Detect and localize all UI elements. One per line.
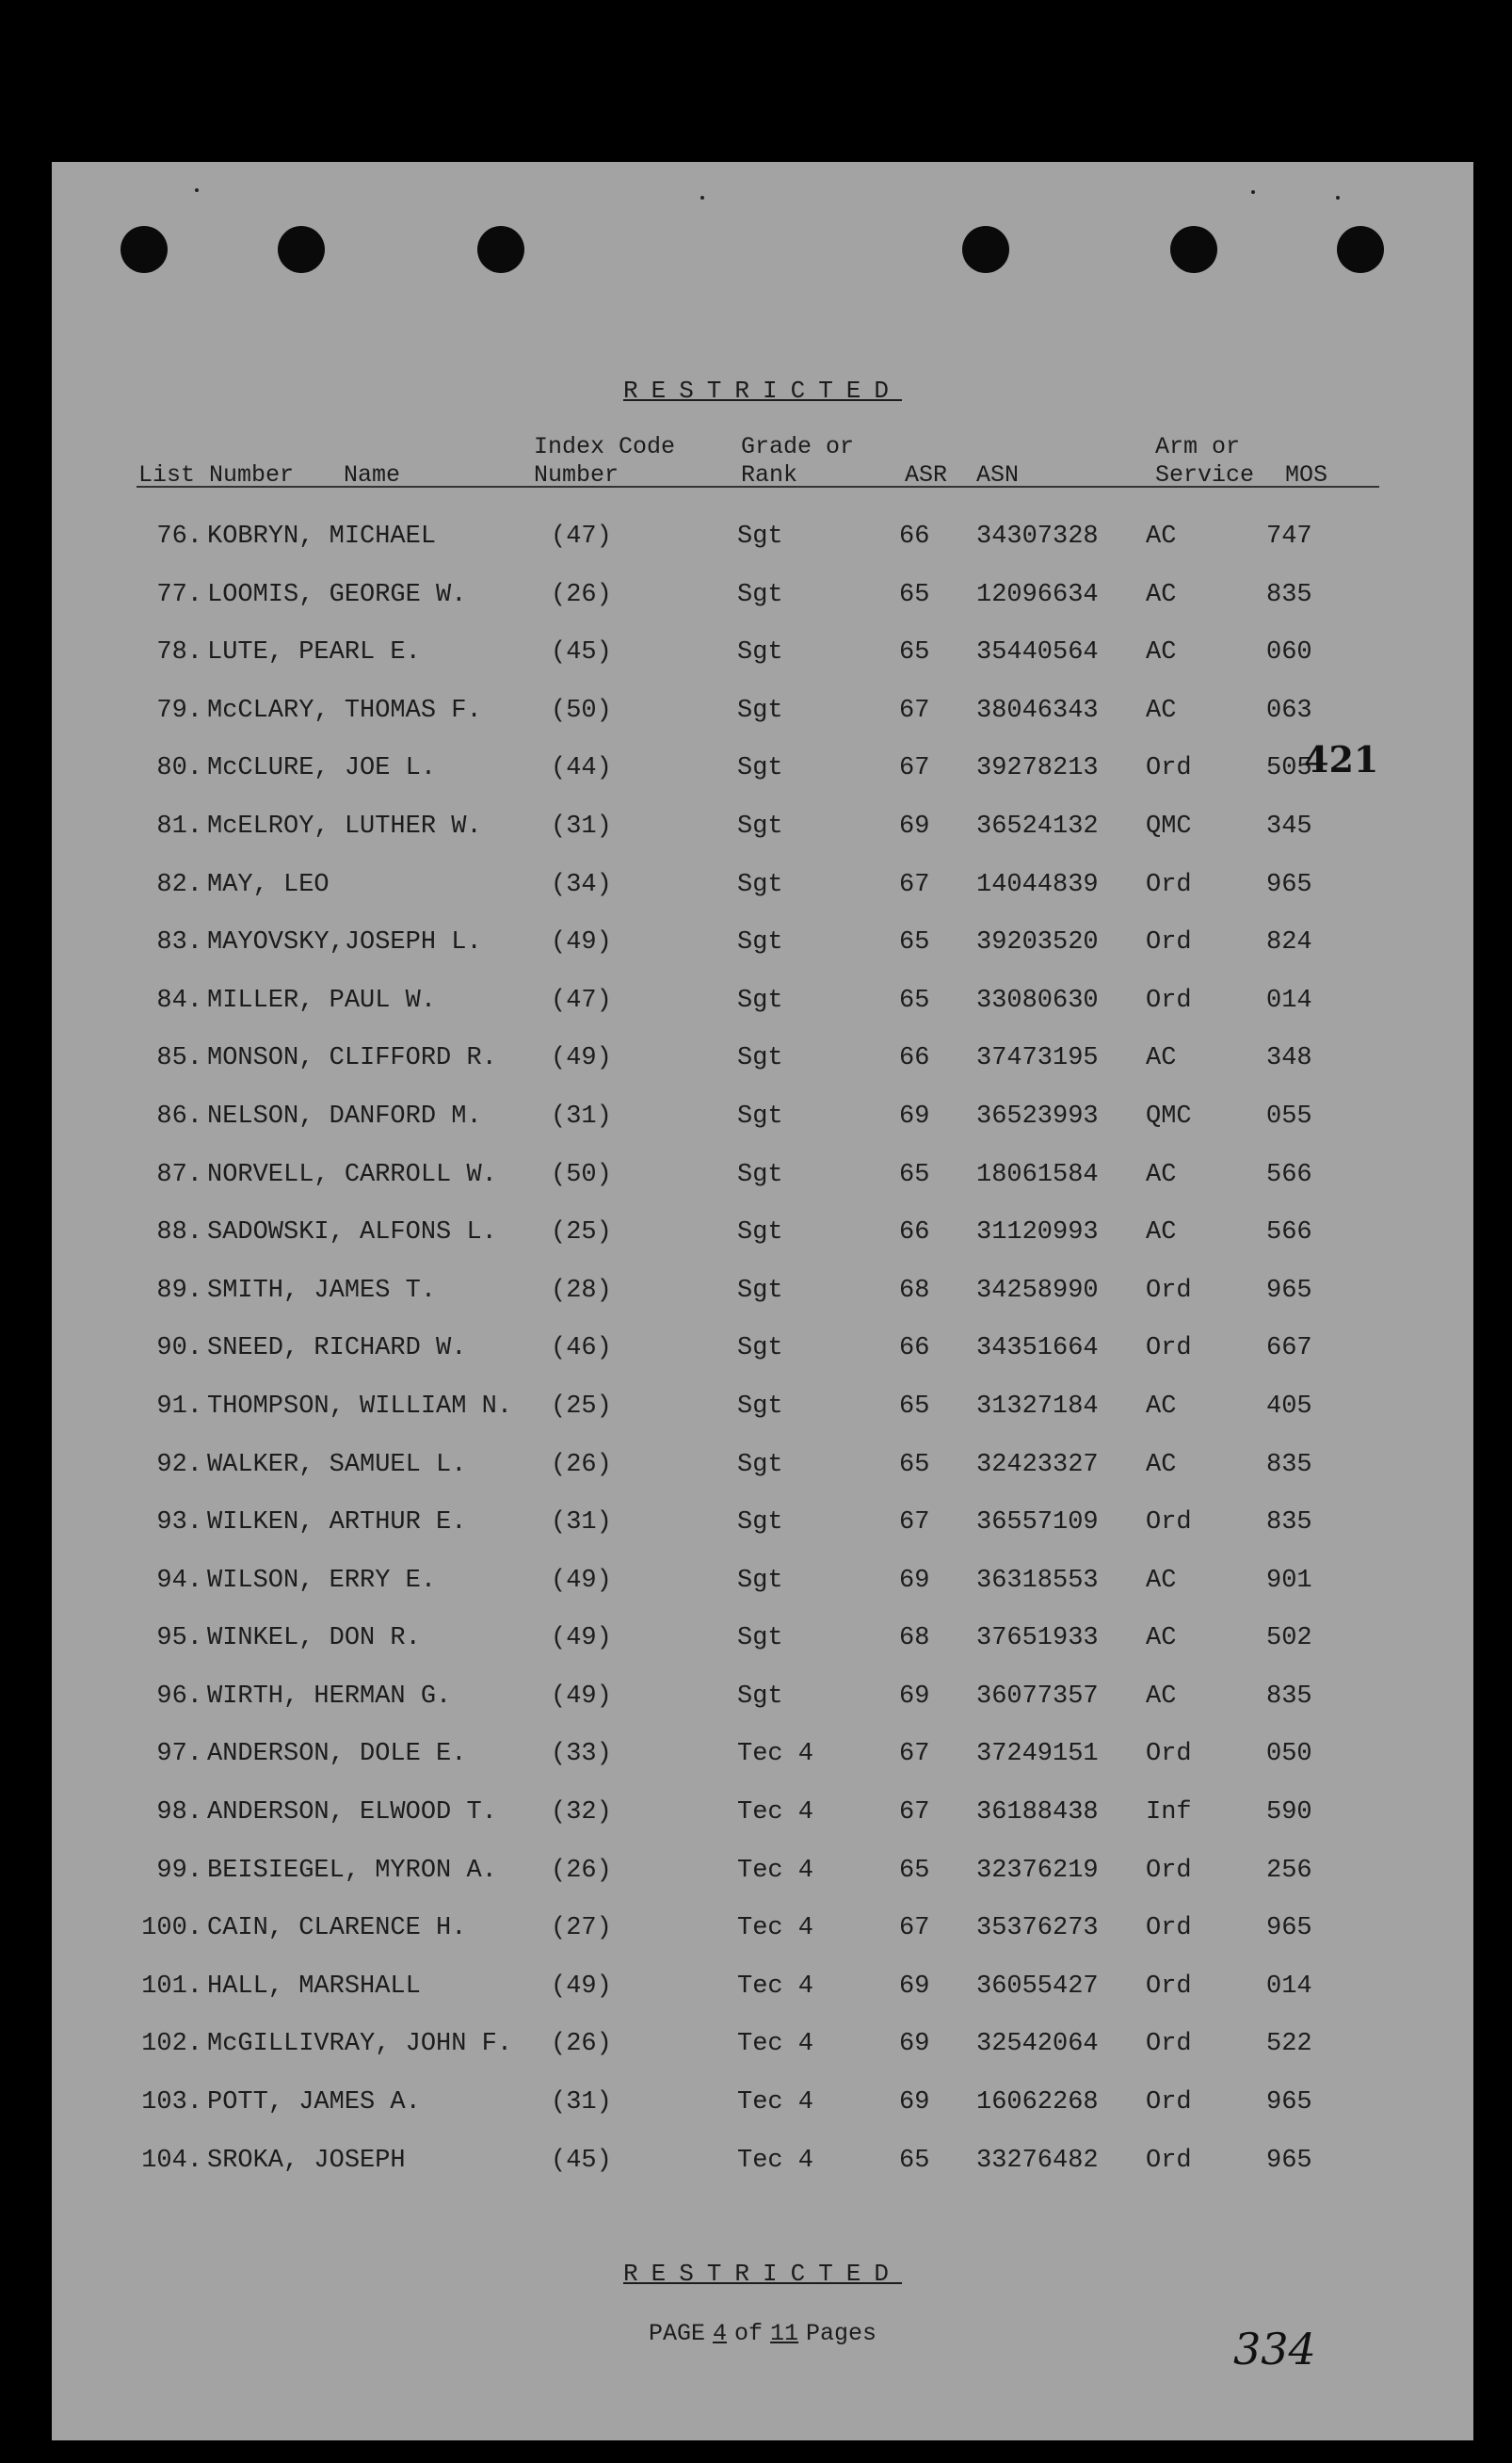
asr: 65 bbox=[899, 1160, 930, 1189]
col-header-index-line2: Number bbox=[534, 461, 619, 489]
grade: Sgt bbox=[737, 1218, 783, 1248]
arm-service: Ord bbox=[1146, 1508, 1192, 1537]
name: CAIN, CLARENCE H. bbox=[207, 1914, 467, 1943]
table-row bbox=[52, 1553, 1473, 1611]
name: HALL, MARSHALL bbox=[207, 1972, 421, 2001]
index-code: (26) bbox=[551, 2030, 612, 2059]
mos: 256 bbox=[1266, 1856, 1312, 1885]
arm-service: Ord bbox=[1146, 2030, 1192, 2059]
index-code: (31) bbox=[551, 1508, 612, 1537]
arm-service: AC bbox=[1146, 523, 1177, 551]
personnel-table bbox=[52, 508, 1473, 2190]
asn: 36055427 bbox=[976, 1972, 1099, 2001]
arm-service: Ord bbox=[1146, 1334, 1192, 1363]
arm-service: AC bbox=[1146, 1450, 1177, 1479]
mos: 348 bbox=[1266, 1044, 1312, 1073]
asr: 65 bbox=[899, 580, 930, 609]
asn: 36523993 bbox=[976, 1102, 1099, 1131]
name: McCLARY, THOMAS F. bbox=[207, 696, 482, 725]
asn: 36524132 bbox=[976, 812, 1099, 841]
dust-speck bbox=[1251, 190, 1255, 194]
asr: 65 bbox=[899, 1450, 930, 1479]
handwritten-number: 334 bbox=[1233, 2324, 1316, 2374]
arm-service: Ord bbox=[1146, 2088, 1192, 2117]
arm-service: Ord bbox=[1146, 1740, 1192, 1769]
mos: 502 bbox=[1266, 1624, 1312, 1653]
grade: Sgt bbox=[737, 1276, 783, 1305]
asn: 37249151 bbox=[976, 1740, 1099, 1769]
asr: 67 bbox=[899, 1740, 930, 1769]
list-number: 76. bbox=[156, 523, 202, 551]
grade: Sgt bbox=[737, 1450, 783, 1479]
asn: 34351664 bbox=[976, 1334, 1099, 1363]
arm-service: Ord bbox=[1146, 1276, 1192, 1305]
name: LOOMIS, GEORGE W. bbox=[207, 580, 467, 609]
grade: Sgt bbox=[737, 1508, 783, 1537]
asn: 35376273 bbox=[976, 1914, 1099, 1943]
index-code: (50) bbox=[551, 1160, 612, 1189]
name: WIRTH, HERMAN G. bbox=[207, 1682, 452, 1711]
list-number: 80. bbox=[156, 754, 202, 783]
asr: 69 bbox=[899, 1972, 930, 2001]
grade: Sgt bbox=[737, 1624, 783, 1653]
grade: Sgt bbox=[737, 754, 783, 783]
col-header-grade-line2: Rank bbox=[741, 461, 798, 489]
list-number: 87. bbox=[156, 1160, 202, 1189]
asr: 65 bbox=[899, 986, 930, 1015]
asn: 14044839 bbox=[976, 870, 1099, 899]
table-row bbox=[52, 1610, 1473, 1668]
index-code: (32) bbox=[551, 1798, 612, 1827]
table-row bbox=[52, 1900, 1473, 1958]
grade: Sgt bbox=[737, 696, 783, 725]
index-code: (49) bbox=[551, 928, 612, 958]
table-row bbox=[52, 1437, 1473, 1495]
col-header-arm-line2: Service bbox=[1155, 461, 1255, 489]
list-number: 91. bbox=[156, 1392, 202, 1421]
dust-speck bbox=[700, 196, 704, 200]
name: ANDERSON, DOLE E. bbox=[207, 1740, 467, 1769]
name: KOBRYN, MICHAEL bbox=[207, 523, 437, 551]
index-code: (26) bbox=[551, 1856, 612, 1885]
arm-service: Ord bbox=[1146, 870, 1192, 899]
mos: 965 bbox=[1266, 870, 1312, 899]
arm-service: AC bbox=[1146, 1392, 1177, 1421]
name: MILLER, PAUL W. bbox=[207, 986, 437, 1015]
mos: 050 bbox=[1266, 1740, 1312, 1769]
arm-service: AC bbox=[1146, 696, 1177, 725]
name: SADOWSKI, ALFONS L. bbox=[207, 1218, 497, 1248]
col-header-list-number: List Number bbox=[138, 461, 295, 489]
asn: 36318553 bbox=[976, 1566, 1099, 1595]
grade: Tec 4 bbox=[737, 2088, 814, 2117]
list-number: 82. bbox=[156, 870, 202, 899]
name: ANDERSON, ELWOOD T. bbox=[207, 1798, 497, 1827]
table-row bbox=[52, 1726, 1473, 1784]
grade: Sgt bbox=[737, 638, 783, 668]
asn: 37473195 bbox=[976, 1044, 1099, 1073]
list-number: 83. bbox=[156, 928, 202, 958]
mos: 345 bbox=[1266, 812, 1312, 841]
table-row bbox=[52, 683, 1473, 741]
restricted-footer: RESTRICTED bbox=[622, 2260, 903, 2288]
list-number: 84. bbox=[156, 986, 202, 1015]
index-code: (28) bbox=[551, 1276, 612, 1305]
list-number: 96. bbox=[156, 1682, 202, 1711]
asr: 68 bbox=[899, 1276, 930, 1305]
grade: Sgt bbox=[737, 1044, 783, 1073]
index-code: (47) bbox=[551, 523, 612, 551]
asn: 31120993 bbox=[976, 1218, 1099, 1248]
stamped-page-number: 421 bbox=[1304, 738, 1379, 781]
index-code: (49) bbox=[551, 1682, 612, 1711]
col-header-asn: ASN bbox=[976, 461, 1020, 489]
index-code: (50) bbox=[551, 696, 612, 725]
mos: 747 bbox=[1266, 523, 1312, 551]
table-row bbox=[52, 1378, 1473, 1437]
asn: 32376219 bbox=[976, 1856, 1099, 1885]
asr: 66 bbox=[899, 1334, 930, 1363]
name: WILSON, ERRY E. bbox=[207, 1566, 437, 1595]
col-header-arm-line1: Arm or bbox=[1155, 433, 1241, 460]
header-underline bbox=[137, 486, 1379, 488]
restricted-header: RESTRICTED bbox=[622, 377, 903, 405]
index-code: (33) bbox=[551, 1740, 612, 1769]
asr: 67 bbox=[899, 696, 930, 725]
name: THOMPSON, WILLIAM N. bbox=[207, 1392, 513, 1421]
index-code: (44) bbox=[551, 754, 612, 783]
list-number: 86. bbox=[156, 1102, 202, 1131]
col-header-asr: ASR bbox=[905, 461, 948, 489]
table-row bbox=[52, 1204, 1473, 1263]
table-row bbox=[52, 1784, 1473, 1843]
name: WILKEN, ARTHUR E. bbox=[207, 1508, 467, 1537]
mos: 835 bbox=[1266, 1450, 1312, 1479]
asr: 69 bbox=[899, 2030, 930, 2059]
asr: 68 bbox=[899, 1624, 930, 1653]
grade: Tec 4 bbox=[737, 1798, 814, 1827]
list-number: 81. bbox=[156, 812, 202, 841]
name: NORVELL, CARROLL W. bbox=[207, 1160, 497, 1189]
mos: 566 bbox=[1266, 1160, 1312, 1189]
arm-service: AC bbox=[1146, 1044, 1177, 1073]
index-code: (45) bbox=[551, 638, 612, 668]
table-row bbox=[52, 1843, 1473, 1901]
index-code: (45) bbox=[551, 2146, 612, 2175]
index-code: (26) bbox=[551, 580, 612, 609]
name: NELSON, DANFORD M. bbox=[207, 1102, 482, 1131]
mos: 060 bbox=[1266, 638, 1312, 668]
index-code: (31) bbox=[551, 2088, 612, 2117]
mos: 835 bbox=[1266, 1508, 1312, 1537]
page-total: 11 bbox=[770, 2320, 799, 2347]
grade: Sgt bbox=[737, 1102, 783, 1131]
list-number: 95. bbox=[156, 1624, 202, 1653]
mos: 965 bbox=[1266, 2088, 1312, 2117]
punch-hole bbox=[962, 226, 1009, 273]
grade: Sgt bbox=[737, 986, 783, 1015]
name: McCLURE, JOE L. bbox=[207, 754, 437, 783]
name: McGILLIVRAY, JOHN F. bbox=[207, 2030, 513, 2059]
name: WALKER, SAMUEL L. bbox=[207, 1450, 467, 1479]
arm-service: Ord bbox=[1146, 986, 1192, 1015]
grade: Tec 4 bbox=[737, 2146, 814, 2175]
list-number: 92. bbox=[156, 1450, 202, 1479]
col-header-name: Name bbox=[344, 461, 401, 489]
col-header-index-line1: Index Code bbox=[534, 433, 676, 460]
list-number: 94. bbox=[156, 1566, 202, 1595]
name: SROKA, JOSEPH bbox=[207, 2146, 406, 2175]
list-number: 98. bbox=[156, 1798, 202, 1827]
list-number: 89. bbox=[156, 1276, 202, 1305]
col-header-grade-line1: Grade or bbox=[741, 433, 855, 460]
grade: Sgt bbox=[737, 870, 783, 899]
mos: 901 bbox=[1266, 1566, 1312, 1595]
table-row bbox=[52, 1320, 1473, 1378]
name: McELROY, LUTHER W. bbox=[207, 812, 482, 841]
asr: 66 bbox=[899, 1218, 930, 1248]
grade: Sgt bbox=[737, 1160, 783, 1189]
asr: 67 bbox=[899, 1798, 930, 1827]
asr: 69 bbox=[899, 2088, 930, 2117]
asr: 66 bbox=[899, 523, 930, 551]
table-row bbox=[52, 1263, 1473, 1321]
asr: 69 bbox=[899, 812, 930, 841]
list-number: 102. bbox=[141, 2030, 202, 2059]
asn: 33276482 bbox=[976, 2146, 1099, 2175]
grade: Sgt bbox=[737, 812, 783, 841]
grade: Tec 4 bbox=[737, 1856, 814, 1885]
list-number: 90. bbox=[156, 1334, 202, 1363]
list-number: 101. bbox=[141, 1972, 202, 2001]
index-code: (46) bbox=[551, 1334, 612, 1363]
table-row bbox=[52, 973, 1473, 1031]
asr: 69 bbox=[899, 1102, 930, 1131]
name: MAYOVSKY,JOSEPH L. bbox=[207, 928, 482, 958]
page-current: 4 bbox=[712, 2320, 727, 2347]
mos: 014 bbox=[1266, 986, 1312, 1015]
asn: 38046343 bbox=[976, 696, 1099, 725]
table-row bbox=[52, 624, 1473, 683]
arm-service: AC bbox=[1146, 1160, 1177, 1189]
name: MAY, LEO bbox=[207, 870, 330, 899]
table-row bbox=[52, 1668, 1473, 1727]
asn: 33080630 bbox=[976, 986, 1099, 1015]
table-row bbox=[52, 1494, 1473, 1553]
asr: 69 bbox=[899, 1682, 930, 1711]
mos: 505 bbox=[1266, 754, 1312, 783]
index-code: (31) bbox=[551, 812, 612, 841]
asr: 65 bbox=[899, 2146, 930, 2175]
name: WINKEL, DON R. bbox=[207, 1624, 421, 1653]
index-code: (31) bbox=[551, 1102, 612, 1131]
grade: Tec 4 bbox=[737, 1740, 814, 1769]
asn: 39203520 bbox=[976, 928, 1099, 958]
dust-speck bbox=[195, 188, 199, 192]
arm-service: Ord bbox=[1146, 1972, 1192, 2001]
asn: 36077357 bbox=[976, 1682, 1099, 1711]
table-row bbox=[52, 740, 1473, 798]
grade: Sgt bbox=[737, 1682, 783, 1711]
mos: 566 bbox=[1266, 1218, 1312, 1248]
arm-service: Ord bbox=[1146, 1856, 1192, 1885]
mos: 965 bbox=[1266, 1914, 1312, 1943]
list-number: 85. bbox=[156, 1044, 202, 1073]
asn: 35440564 bbox=[976, 638, 1099, 668]
arm-service: AC bbox=[1146, 580, 1177, 609]
asn: 36188438 bbox=[976, 1798, 1099, 1827]
grade: Sgt bbox=[737, 580, 783, 609]
asr: 65 bbox=[899, 1392, 930, 1421]
table-row bbox=[52, 798, 1473, 857]
asr: 65 bbox=[899, 928, 930, 958]
grade: Sgt bbox=[737, 1392, 783, 1421]
list-number: 79. bbox=[156, 696, 202, 725]
index-code: (26) bbox=[551, 1450, 612, 1479]
index-code: (49) bbox=[551, 1566, 612, 1595]
index-code: (49) bbox=[551, 1044, 612, 1073]
table-row bbox=[52, 857, 1473, 915]
list-number: 103. bbox=[141, 2088, 202, 2117]
mos: 590 bbox=[1266, 1798, 1312, 1827]
asn: 39278213 bbox=[976, 754, 1099, 783]
punch-hole bbox=[121, 226, 168, 273]
mos: 965 bbox=[1266, 2146, 1312, 2175]
arm-service: Ord bbox=[1146, 754, 1192, 783]
arm-service: Ord bbox=[1146, 1914, 1192, 1943]
page-of: of bbox=[733, 2320, 763, 2347]
arm-service: AC bbox=[1146, 1624, 1177, 1653]
name: SNEED, RICHARD W. bbox=[207, 1334, 467, 1363]
punch-hole bbox=[477, 226, 524, 273]
asn: 31327184 bbox=[976, 1392, 1099, 1421]
index-code: (34) bbox=[551, 870, 612, 899]
asr: 67 bbox=[899, 870, 930, 899]
mos: 835 bbox=[1266, 1682, 1312, 1711]
arm-service: AC bbox=[1146, 1682, 1177, 1711]
list-number: 77. bbox=[156, 580, 202, 609]
name: BEISIEGEL, MYRON A. bbox=[207, 1856, 497, 1885]
arm-service: AC bbox=[1146, 1218, 1177, 1248]
mos: 405 bbox=[1266, 1392, 1312, 1421]
table-row bbox=[52, 567, 1473, 625]
mos: 522 bbox=[1266, 2030, 1312, 2059]
grade: Sgt bbox=[737, 523, 783, 551]
mos: 063 bbox=[1266, 696, 1312, 725]
name: MONSON, CLIFFORD R. bbox=[207, 1044, 497, 1073]
mos: 835 bbox=[1266, 580, 1312, 609]
grade: Sgt bbox=[737, 1334, 783, 1363]
list-number: 104. bbox=[141, 2146, 202, 2175]
asr: 65 bbox=[899, 1856, 930, 1885]
table-row bbox=[52, 914, 1473, 973]
index-code: (49) bbox=[551, 1624, 612, 1653]
dust-speck bbox=[1336, 196, 1340, 200]
table-row bbox=[52, 1030, 1473, 1088]
table-row bbox=[52, 2016, 1473, 2074]
punch-hole bbox=[278, 226, 325, 273]
page-suffix: Pages bbox=[806, 2320, 877, 2347]
table-row bbox=[52, 508, 1473, 567]
list-number: 88. bbox=[156, 1218, 202, 1248]
asr: 67 bbox=[899, 754, 930, 783]
name: POTT, JAMES A. bbox=[207, 2088, 421, 2117]
asn: 12096634 bbox=[976, 580, 1099, 609]
list-number: 100. bbox=[141, 1914, 202, 1943]
mos: 965 bbox=[1266, 1276, 1312, 1305]
table-row bbox=[52, 2133, 1473, 2191]
arm-service: Inf bbox=[1146, 1798, 1192, 1827]
asn: 32542064 bbox=[976, 2030, 1099, 2059]
asn: 18061584 bbox=[976, 1160, 1099, 1189]
arm-service: AC bbox=[1146, 1566, 1177, 1595]
document-page bbox=[52, 162, 1473, 2440]
arm-service: AC bbox=[1146, 638, 1177, 668]
mos: 667 bbox=[1266, 1334, 1312, 1363]
table-row bbox=[52, 1088, 1473, 1147]
mos: 014 bbox=[1266, 1972, 1312, 2001]
index-code: (25) bbox=[551, 1218, 612, 1248]
grade: Tec 4 bbox=[737, 1972, 814, 2001]
asr: 65 bbox=[899, 638, 930, 668]
name: SMITH, JAMES T. bbox=[207, 1276, 437, 1305]
grade: Tec 4 bbox=[737, 1914, 814, 1943]
arm-service: QMC bbox=[1146, 1102, 1192, 1131]
page-label: PAGE bbox=[648, 2320, 705, 2347]
grade: Sgt bbox=[737, 928, 783, 958]
asr: 67 bbox=[899, 1914, 930, 1943]
asr: 66 bbox=[899, 1044, 930, 1073]
index-code: (27) bbox=[551, 1914, 612, 1943]
grade: Tec 4 bbox=[737, 2030, 814, 2059]
table-row bbox=[52, 1958, 1473, 2017]
mos: 824 bbox=[1266, 928, 1312, 958]
asn: 34307328 bbox=[976, 523, 1099, 551]
index-code: (25) bbox=[551, 1392, 612, 1421]
asn: 34258990 bbox=[976, 1276, 1099, 1305]
col-header-mos: MOS bbox=[1285, 461, 1328, 489]
list-number: 93. bbox=[156, 1508, 202, 1537]
asn: 16062268 bbox=[976, 2088, 1099, 2117]
name: LUTE, PEARL E. bbox=[207, 638, 421, 668]
table-row bbox=[52, 1147, 1473, 1205]
mos: 055 bbox=[1266, 1102, 1312, 1131]
arm-service: QMC bbox=[1146, 812, 1192, 841]
asn: 32423327 bbox=[976, 1450, 1099, 1479]
punch-hole bbox=[1337, 226, 1384, 273]
asn: 36557109 bbox=[976, 1508, 1099, 1537]
arm-service: Ord bbox=[1146, 928, 1192, 958]
table-row bbox=[52, 2074, 1473, 2133]
asr: 67 bbox=[899, 1508, 930, 1537]
asn: 37651933 bbox=[976, 1624, 1099, 1653]
index-code: (49) bbox=[551, 1972, 612, 2001]
list-number: 99. bbox=[156, 1856, 202, 1885]
punch-hole bbox=[1170, 226, 1217, 273]
arm-service: Ord bbox=[1146, 2146, 1192, 2175]
list-number: 97. bbox=[156, 1740, 202, 1769]
grade: Sgt bbox=[737, 1566, 783, 1595]
asr: 69 bbox=[899, 1566, 930, 1595]
list-number: 78. bbox=[156, 638, 202, 668]
index-code: (47) bbox=[551, 986, 612, 1015]
